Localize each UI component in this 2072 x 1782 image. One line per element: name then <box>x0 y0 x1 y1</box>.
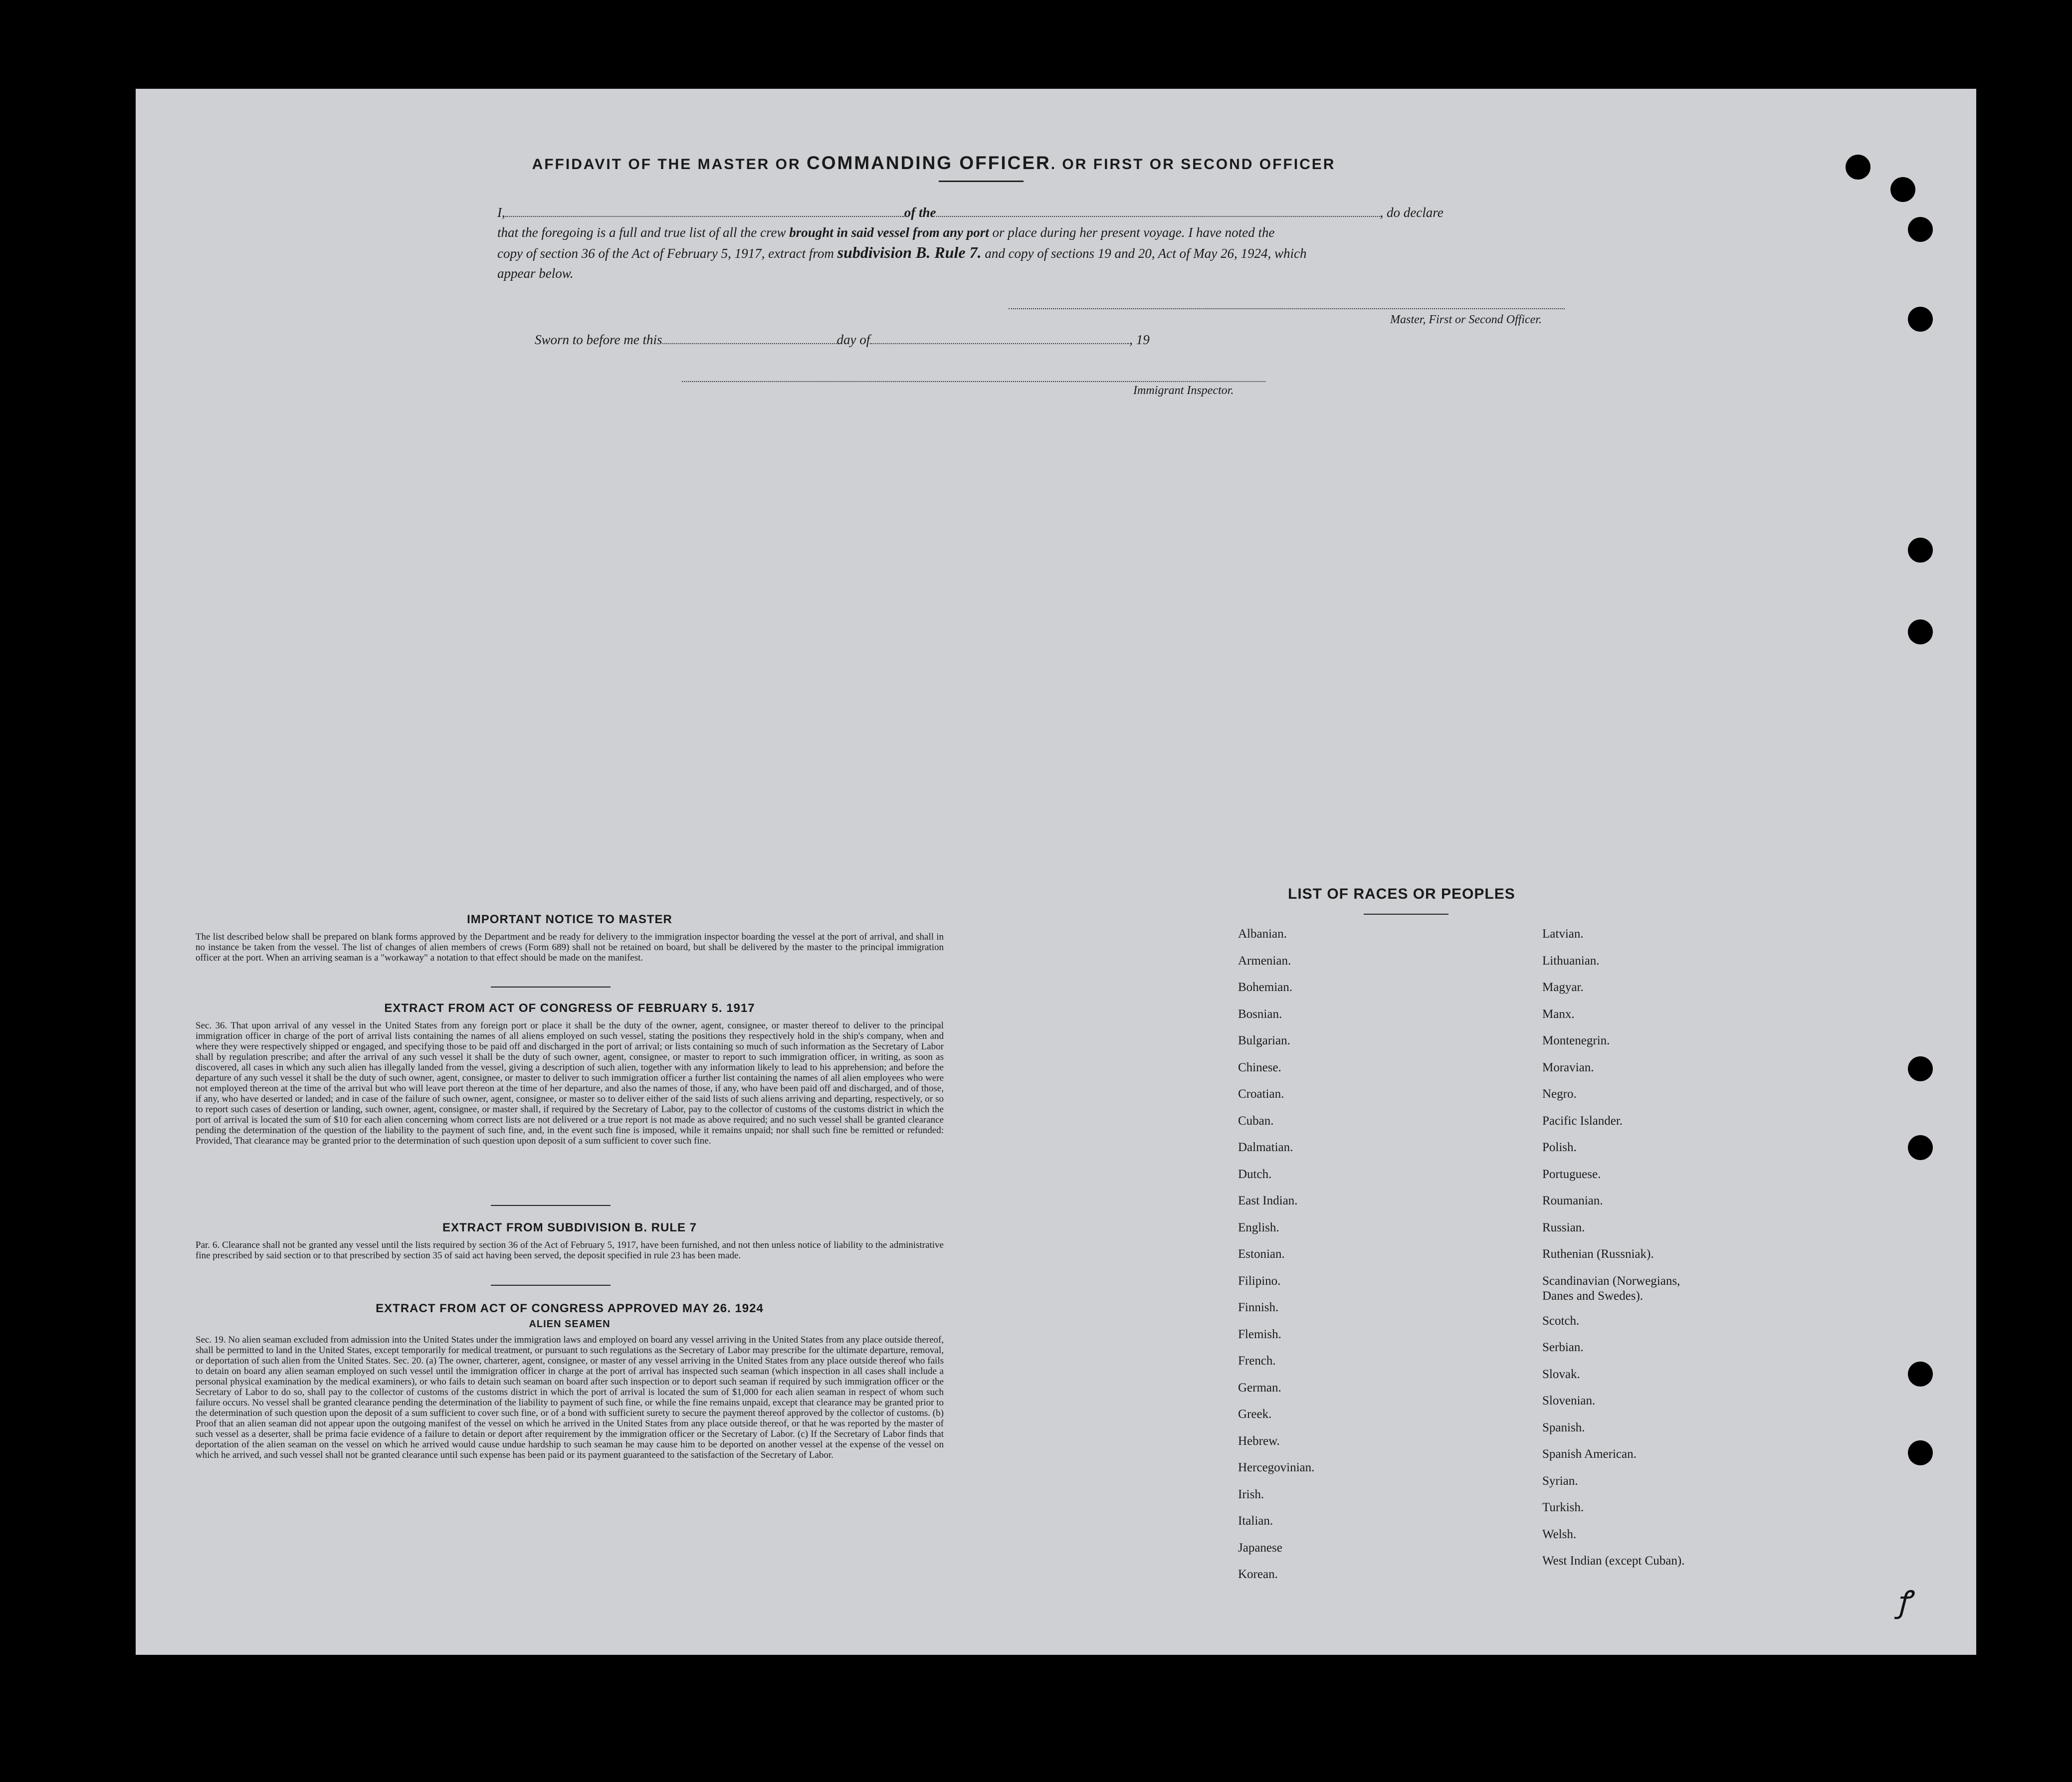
race-item: Italian. <box>1238 1514 1273 1528</box>
race-item: Irish. <box>1238 1487 1264 1501</box>
race-item: Filipino. <box>1238 1274 1281 1288</box>
race-item: Chinese. <box>1238 1060 1281 1074</box>
race-item: Russian. <box>1542 1220 1585 1234</box>
race-item: Hercegovinian. <box>1238 1461 1315 1474</box>
race-item: Syrian. <box>1542 1474 1578 1488</box>
race-item: East Indian. <box>1238 1194 1298 1207</box>
races-heading: LIST OF RACES OR PEOPLES <box>1288 886 1515 902</box>
race-item: Polish. <box>1542 1141 1577 1154</box>
affidavit-line-3: copy of section 36 of the Act of February 5, 1917, extract from subdivision B. Rule 7. and copy of sections 19 and 20, Act of May 26, 1924, which <box>497 243 1307 261</box>
race-item: Latvian. <box>1542 927 1584 941</box>
punch-hole <box>1908 538 1933 563</box>
race-item: Serbian. <box>1542 1341 1584 1354</box>
race-item: Scandinavian (Norwegians, Danes and Swedes). <box>1542 1274 1680 1303</box>
race-item: Spanish. <box>1542 1420 1585 1434</box>
race-item: Spanish American. <box>1542 1447 1637 1461</box>
inspector-caption: Immigrant Inspector. <box>1133 384 1234 397</box>
extract-1924-heading: EXTRACT FROM ACT OF CONGRESS APPROVED MAY 26. 1924 <box>376 1302 764 1315</box>
race-item: Hebrew. <box>1238 1434 1280 1448</box>
race-item: Flemish. <box>1238 1327 1281 1341</box>
extract-1917-body: Sec. 36. That upon arrival of any vessel in the United States from any foreign port or place it shall be the duty of the owner, agent, consignee, or master thereof to deliver to the principal immigration officer in charge of the port of arrival lists containing the names of all aliens employed on such vessel, stating the positions they respectively hold in the ship's company, when and where they were respectively shipped or engaged, and specifying those to be paid off and discharged in the port of arrival; or lists containing so much of such information as the Secretary of Labor shall by regulation prescribe; and after the arrival of any such vessel it shall be the duty of such owner, agent, consignee, or master to report to such immigration officer, in writing, as soon as discovered, all cases in which any such alien has illegally landed from the vessel, giving a description of such alien, together with any information likely to lead to his apprehension; and before the departure of any such vessel it shall be the duty of such owner, agent, consignee, or master to deliver to such immigration officer a further list containing the names of all alien employees who were not employed thereon at the time of the arrival but who will leave port thereon at the time of her departure, and also the names of those, if any, who have been paid off and discharged, and of those, if any, who have deserted or landed; and in case of the failure of such owner, agent, consignee, or master so to deliver either of the said lists of such aliens arriving and departing, respectively, or so to report such cases of desertion or landing, such owner, agent, consignee, or master shall, if required by the Secretary of Labor, pay to the collector of customs of the customs district in which the port of arrival is located the sum of $10 for each alien concerning whom correct lists are not delivered or a true report is not made as above required; and no such vessel shall be granted clearance pending the determination of the question of the liability to the payment of such fine, and, in the event such fine is imposed, while it remains unpaid; nor shall such fine be remitted or refunded: Provided, That clearance may be granted prior to the determination of such question upon deposit of a sum sufficient to cover such fine. <box>196 1020 944 1146</box>
race-item: Greek. <box>1238 1407 1272 1421</box>
punch-hole <box>1908 1362 1933 1386</box>
subdivision-b-rule <box>491 1285 611 1286</box>
race-item: Finnish. <box>1238 1301 1279 1314</box>
race-item: Korean. <box>1238 1568 1278 1581</box>
master-signature-line <box>1009 308 1565 309</box>
handwritten-mark: ꝭ <box>1896 1585 1911 1618</box>
race-item: Pacific Islander. <box>1542 1114 1623 1128</box>
affidavit-text <box>497 202 1565 283</box>
race-item: German. <box>1238 1381 1281 1394</box>
race-item: Manx. <box>1542 1007 1575 1021</box>
master-caption: Master, First or Second Officer. <box>1390 313 1542 326</box>
race-item: Roumanian. <box>1542 1194 1603 1207</box>
sworn-line: Sworn to before me this day of , 19 <box>535 332 1150 347</box>
race-item: Moravian. <box>1542 1060 1594 1074</box>
race-item: Montenegrin. <box>1542 1034 1610 1047</box>
race-item: Dutch. <box>1238 1167 1272 1181</box>
race-item: Albanian. <box>1238 927 1287 941</box>
race-item: French. <box>1238 1354 1276 1368</box>
race-item: Slovak. <box>1542 1367 1580 1381</box>
punch-hole <box>1908 307 1933 332</box>
race-item: Cuban. <box>1238 1114 1274 1128</box>
punch-hole <box>1846 155 1870 180</box>
race-item: Portuguese. <box>1542 1167 1601 1181</box>
punch-hole <box>1908 1056 1933 1081</box>
inspector-signature-line <box>682 381 1265 382</box>
punch-hole <box>1908 1440 1933 1465</box>
extract-1917-heading: EXTRACT FROM ACT OF CONGRESS OF FEBRUARY 5. 1917 <box>384 1001 755 1015</box>
race-item: Negro. <box>1542 1087 1577 1101</box>
race-item: Scotch. <box>1542 1314 1580 1328</box>
race-item: Armenian. <box>1238 954 1291 968</box>
notice-rule <box>491 987 611 988</box>
affidavit-line-2: that the foregoing is a full and true list of all the crew brought in said vessel from any port or place during her present voyage. I have noted the <box>497 225 1275 240</box>
race-item: English. <box>1238 1220 1279 1234</box>
race-item: Bohemian. <box>1238 981 1293 994</box>
affidavit-line-4: appear below. <box>497 266 574 281</box>
affidavit-line-1: I, of the , do declare <box>497 205 1444 220</box>
extract-1924-body: Sec. 19. No alien seaman excluded from admission into the United States under the immigration laws and employed on board any vessel arriving in the United States from any place outside thereof, shall be permitted to land in the United States, except temporarily for medical treatment, or pursuant to such regulations as the Secretary of Labor may prescribe for the ultimate departure, removal, or deportation of such alien from the United States. Sec. 20. (a) The owner, charterer, agent, consignee, or master of any vessel arriving in the United States from any place outside thereof who fails to detain on board any alien seaman employed on such vessel until the immigration officer in charge at the port of arrival has inspected such seaman (which inspection in all cases shall include a personal physical examination by the medical examiners), or who fails to detain such seaman on board after such inspection or to deport such seaman if required by such immigration officer or the Secretary of Labor to do so, shall pay to the collector of customs of the customs district in which the port of arrival is located the sum of $1,000 for each alien seaman in respect of whom such failure occurs. No vessel shall be granted clearance pending the determination of the liability to payment of such fine, or while the fine remains unpaid, except that clearance may be granted prior to the determination of such question upon the deposit of a sum sufficient to cover such fine, or of a bond with sufficient surety to secure the payment thereof approved by the collector of customs. (b) Proof that an alien seaman did not appear upon the outgoing manifest of the vessel on which he arrived in the United States from any place outside thereof, or that he was reported by the master of such vessel as a deserter, shall be prima facie evidence of a failure to detain or deport after requirement by the immigration officer or the Secretary of Labor. (c) If the Secretary of Labor finds that deportation of the alien seaman on the vessel on which he arrived would cause undue hardship to such seaman he may cause him to be deported on another vessel at the expense of the vessel on which he arrived, and such vessel shall not be granted clearance until such expense has been paid or its payment guaranteed to the satisfaction of the Secretary of Labor. <box>196 1335 944 1460</box>
punch-hole <box>1890 177 1915 202</box>
notice-heading: IMPORTANT NOTICE TO MASTER <box>467 913 672 926</box>
race-item: Ruthenian (Russniak). <box>1542 1247 1654 1261</box>
extract-1917-rule <box>491 1205 611 1206</box>
punch-hole <box>1908 217 1933 242</box>
race-item: Croatian. <box>1238 1087 1284 1101</box>
race-item: West Indian (except Cuban). <box>1542 1554 1685 1568</box>
race-item: Magyar. <box>1542 981 1584 994</box>
extract-1924-subheading: ALIEN SEAMEN <box>529 1319 611 1330</box>
affidavit-title: AFFIDAVIT OF THE MASTER OR COMMANDING OFFICER. OR FIRST OR SECOND OFFICER <box>532 153 1336 173</box>
race-item: Slovenian. <box>1542 1394 1596 1407</box>
subdivision-b-heading: EXTRACT FROM SUBDIVISION B. RULE 7 <box>442 1221 697 1234</box>
race-item: Dalmatian. <box>1238 1141 1293 1154</box>
race-item: Japanese <box>1238 1541 1282 1555</box>
title-rule <box>939 181 1024 182</box>
races-rule <box>1364 914 1449 915</box>
subdivision-b-body: Par. 6. Clearance shall not be granted any vessel until the lists required by section 36 of the Act of February 5, 1917, have been furnished, and not then unless notice of liability to the administrative fine prescribed by said section or to that prescribed by section 35 of said act having been served, the deposit specified in rule 23 has been made. <box>196 1240 944 1261</box>
race-item: Estonian. <box>1238 1247 1285 1261</box>
race-item: Lithuanian. <box>1542 954 1600 968</box>
punch-hole <box>1908 619 1933 644</box>
notice-body: The list described below shall be prepared on blank forms approved by the Department and be ready for delivery to the immigration inspector boarding the vessel at the port of arrival, and shall in no instance be taken from the vessel. The list of changes of alien members of crews (Form 689) shall not be retained on board, but shall be delivered by the master to the principal immigration officer at the port. When an arriving seaman is a "workaway" a notation to that effect should be made on the manifest. <box>196 932 944 963</box>
race-item: Welsh. <box>1542 1527 1577 1541</box>
race-item: Bosnian. <box>1238 1007 1282 1021</box>
race-item: Bulgarian. <box>1238 1034 1290 1047</box>
document-page <box>136 89 1976 1655</box>
race-item: Turkish. <box>1542 1501 1584 1514</box>
punch-hole <box>1908 1135 1933 1160</box>
